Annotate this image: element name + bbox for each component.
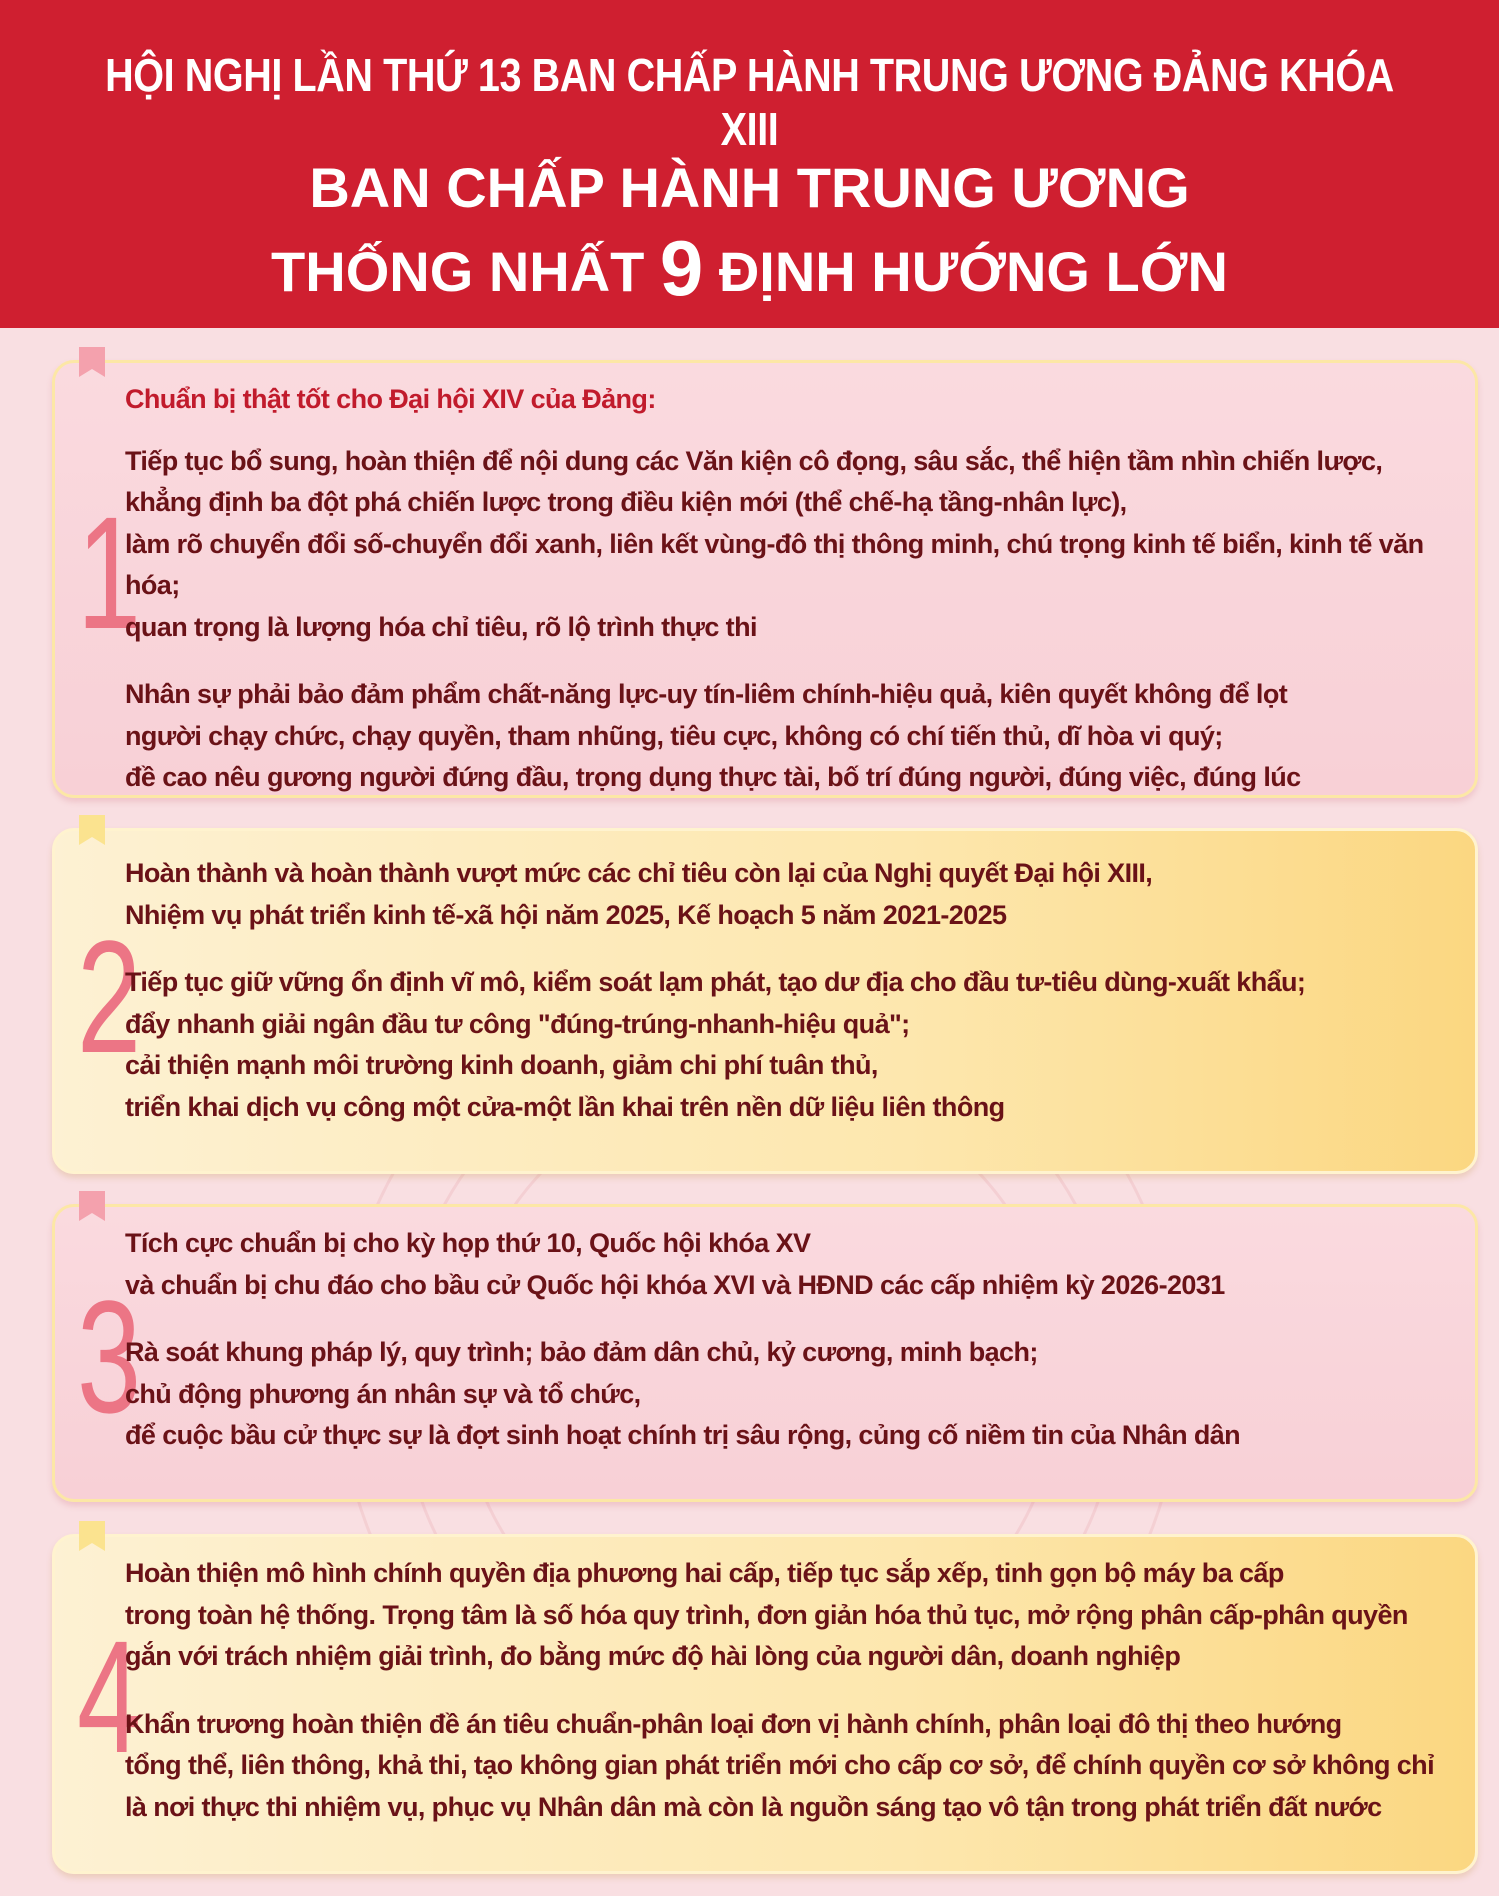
text-line: đẩy nhanh giải ngân đầu tư công "đúng-trúng-nhanh-hiệu quả"; [125, 1008, 910, 1039]
direction-text [125, 379, 1459, 799]
headline-line-1: BAN CHẤP HÀNH TRUNG ƯƠNG [309, 156, 1190, 219]
text-line: Nhân sự phải bảo đảm phẩm chất-năng lực-uy tín-liêm chính-hiệu quả, kiên quyết không để lọt [125, 679, 1288, 709]
text-line: và chuẩn bị chu đáo cho bầu cử Quốc hội khóa XVI và HĐND các cấp nhiệm kỳ 2026-2031 [125, 1269, 1225, 1300]
direction-number: 3 [77, 1267, 142, 1446]
text-line: làm rõ chuyển đổi số-chuyển đổi xanh, liên kết vùng-đô thị thông minh, chú trọng kinh tế biển, kinh tế văn hóa; [125, 528, 1424, 600]
direction-text [125, 1223, 1459, 1457]
text-line: Rà soát khung pháp lý, quy trình; bảo đảm dân chủ, kỷ cương, minh bạch; [125, 1337, 1038, 1367]
text-line: người chạy chức, chạy quyền, tham nhũng, tiêu cực, không có chí tiến thủ, dĩ hòa vi quý; [125, 720, 1223, 751]
direction-text [125, 853, 1459, 1128]
text-line: để cuộc bầu cử thực sự là đợt sinh hoạt chính trị sâu rộng, củng cố niềm tin của Nhân dân [125, 1420, 1241, 1450]
text-line: đề cao nêu gương người đứng đầu, trọng dụng thực tài, bố trí đúng người, đúng việc, đúng lúc [125, 762, 1301, 792]
text-line: Hoàn thành và hoàn thành vượt mức các chỉ tiêu còn lại của Nghị quyết Đại hội XIII, [125, 858, 1153, 888]
direction-card-3 [52, 1204, 1478, 1502]
headline-pre: THỐNG NHẤT [271, 240, 645, 303]
header-banner [0, 0, 1499, 328]
headline-line-2 [0, 224, 1499, 312]
text-line: trong toàn hệ thống. Trọng tâm là số hóa quy trình, đơn giản hóa thủ tục, mở rộng phân cấp-phân quyền [125, 1599, 1408, 1630]
text-line: triển khai dịch vụ công một cửa-một lần khai trên nền dữ liệu liên thông [125, 1091, 1005, 1122]
direction-number: 1 [77, 483, 142, 662]
headline-post: ĐỊNH HƯỚNG LỚN [718, 240, 1228, 303]
bookmark-flag-icon [79, 1521, 105, 1551]
direction-lead: Chuẩn bị thật tốt cho Đại hội XIV của Đảng: [125, 384, 656, 414]
direction-number: 2 [77, 907, 142, 1086]
text-line: quan trọng là lượng hóa chỉ tiêu, rõ lộ trình thực thi [125, 611, 757, 642]
direction-number: 4 [77, 1607, 142, 1786]
text-line: Nhiệm vụ phát triển kinh tế-xã hội năm 2025, Kế hoạch 5 năm 2021-2025 [125, 899, 1007, 930]
direction-card-4 [52, 1534, 1478, 1874]
text-line: Tiếp tục bổ sung, hoàn thiện để nội dung các Văn kiện cô đọng, sâu sắc, thể hiện tầm nhìn chiến lược, [125, 445, 1383, 476]
text-line: Tích cực chuẩn bị cho kỳ họp thứ 10, Quốc hội khóa XV [125, 1228, 811, 1258]
text-line: là nơi thực thi nhiệm vụ, phục vụ Nhân dân mà còn là nguồn sáng tạo vô tận trong phát triển đất nước [125, 1791, 1382, 1822]
text-line: Hoàn thiện mô hình chính quyền địa phương hai cấp, tiếp tục sắp xếp, tinh gọn bộ máy ba cấp [125, 1558, 1284, 1588]
direction-card-2 [52, 828, 1478, 1174]
bookmark-flag-icon [79, 815, 105, 845]
bookmark-flag-icon [79, 1191, 105, 1221]
text-line: cải thiện mạnh môi trường kinh doanh, giảm chi phí tuân thủ, [125, 1050, 878, 1080]
text-line: chủ động phương án nhân sự và tổ chức, [125, 1378, 641, 1409]
headline-number: 9 [659, 224, 704, 312]
headline [0, 148, 1499, 312]
direction-text [125, 1553, 1459, 1828]
text-line: gắn với trách nhiệm giải trình, đo bằng mức độ hài lòng của người dân, doanh nghiệp [125, 1641, 1181, 1671]
conference-title: HỘI NGHỊ LẦN THỨ 13 BAN CHẤP HÀNH TRUNG ƯƠNG ĐẢNG KHÓA XIII [105, 49, 1394, 155]
direction-card-1 [52, 360, 1478, 798]
text-line: khẳng định ba đột phá chiến lược trong điều kiện mới (thể chế-hạ tầng-nhân lực), [125, 487, 1127, 517]
bookmark-flag-icon [79, 347, 105, 377]
text-line: Khẩn trương hoàn thiện đề án tiêu chuẩn-phân loại đơn vị hành chính, phân loại đô thị theo hướng [125, 1708, 1342, 1739]
text-line: Tiếp tục giữ vững ổn định vĩ mô, kiểm soát lạm phát, tạo dư địa cho đầu tư-tiêu dùng-xuất khẩu; [125, 967, 1306, 997]
text-line: tổng thể, liên thông, khả thi, tạo không gian phát triển mới cho cấp cơ sở, để chính quyền cơ sở không chỉ [125, 1750, 1434, 1780]
